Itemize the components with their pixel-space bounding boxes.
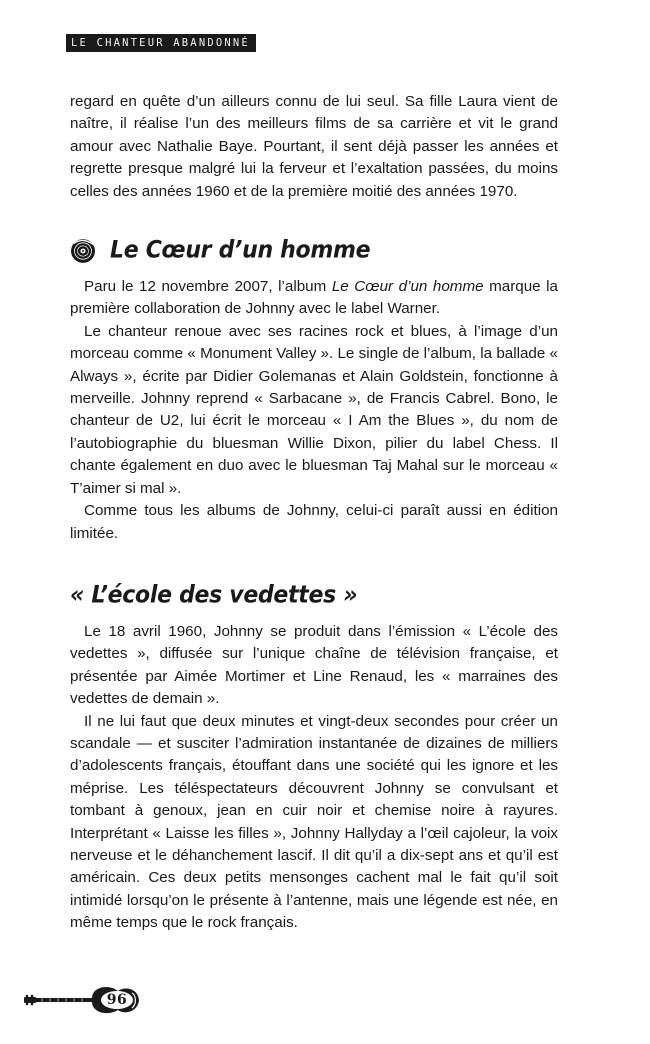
coeur-paragraph-3: Comme tous les albums de Johnny, celui-ci paraît aussi en édition limitée. [70,502,558,542]
ecole-paragraph-2: Il ne lui faut que deux minutes et vingt-deux secondes pour créer un scandale — et susciter l’admiration instantanée de dizaines de milliers d’adolescents français, étouffant dans une société qui les ignore et les méprise. Les téléspectateurs découvrent Johnny se convulsant et tombant à genoux, jean en cuir noir et chemise noire à rayures. Interprétant « Laisse les filles », Johnny Hallyday a l’œil cajoleur, la voix nerveuse et le déhanchement lascif. Il dit qu’il a dix-sept ans et qu’il est américain. Ces deux petits mensonges cachent mal le fait qu’il soit intimidé lorsqu’on le présente à l’antenne, mais une légende est née, en même temps que le rock français. [70,712,558,932]
section-heading-coeur [70,235,558,267]
running-header: LE CHANTEUR ABANDONNÉ [66,34,256,52]
page-footer [22,982,142,1018]
coeur-paragraph-1: Paru le 12 novembre 2007, l’album Le Cœur d’un homme marque la première collaboration de Johnny avec le label Warner. [70,278,558,318]
ecole-paragraph-1: Le 18 avril 1960, Johnny se produit dans l’émission « L’école des vedettes », diffusée sur l’unique chaîne de télévision française, et présentée par Aimée Mortimer et Line Renaud, les « marraines des vedettes de demain ». [70,622,558,708]
intro-paragraph: regard en quête d’un ailleurs connu de lui seul. Sa fille Laura vient de naître, il réalise l’un des meilleurs films de sa carrière et vit le grand amour avec Nathalie Baye. Pourtant, il sent déjà passer les années et regrette presque malgré lui la ferveur et l’exaltation passées, du moins celles des années 1960 et de la première moitié des années 1970. [70,93,558,200]
vinyl-disc-icon [70,238,98,264]
section-heading-ecole [70,580,558,612]
section-title-coeur: Le Cœur d’un homme [110,236,371,264]
page-content [70,91,558,935]
page-number: 96 [106,992,128,1008]
album-title-italic: Le Cœur d’un homme [331,278,484,296]
section-title-ecole: « L’école des vedettes » [70,581,358,609]
coeur-paragraph-2: Le chanteur renoue avec ses racines rock et blues, à l’image d’un morceau comme « Monument Valley ». Le single de l’album, la ballade « Always », écrite par Didier Golemanas et Alain Goldstein, fonctionne à merveille. Johnny reprend « Sarbacane », de Francis Cabrel. Bono, le chanteur de U2, lui écrit le morceau « I Am the Blues », du nom de l’autobiographie du bluesman Willie Dixon, pilier du label Chess. Il chante également en duo avec le bluesman Taj Mahal sur le morceau « T’aimer si mal ». [70,322,558,497]
